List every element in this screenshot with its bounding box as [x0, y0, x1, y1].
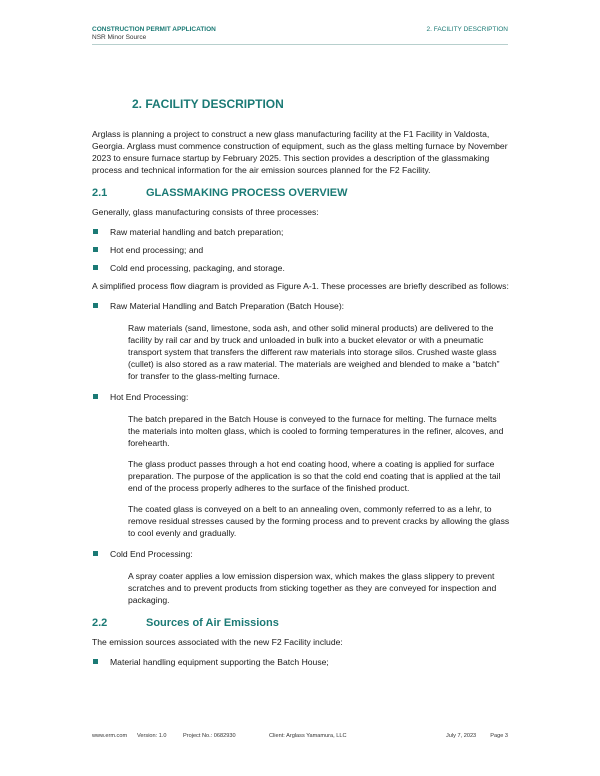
- hot-end-paragraph-2: The glass product passes through a hot end coating hood, where a coating is applied for surface preparation. The purpose of the application is so that the cold end coating that is applied at the tail end of the process properly adheres to the surface of the finished product.: [128, 459, 501, 493]
- list-item-text: Cold end processing, packaging, and storage.: [110, 263, 285, 273]
- list-item: [92, 244, 510, 256]
- processes-lead: Generally, glass manufacturing consists of three processes:: [92, 207, 319, 217]
- emission-sources-lead: The emission sources associated with the new F2 Facility include:: [92, 637, 343, 647]
- intro-paragraph: Arglass is planning a project to construct a new glass manufacturing facility at the F1 Facility in Valdosta, Georgia. Arglass must commence construction of equipment, such as the glass melting furnace by November 2023 to ensure furnace startup by February 2025. This section provides a description of the glassmaking process and technical information for the air emission sources planned for the F2 Facility.: [92, 129, 508, 175]
- square-bullet-icon: [93, 394, 98, 399]
- list-item-text: Hot end processing; and: [110, 245, 204, 255]
- list-item: [92, 262, 510, 274]
- process-list: [92, 226, 510, 274]
- header-section: 2. FACILITY DESCRIPTION: [426, 26, 508, 33]
- flow-diagram-paragraph: A simplified process flow diagram is provided as Figure A-1. These processes are briefly described as follows:: [92, 281, 509, 291]
- heading-2-1: [92, 186, 510, 200]
- square-bullet-icon: [93, 303, 98, 308]
- list-item: [92, 656, 510, 668]
- footer-site: www.erm.com: [92, 733, 128, 739]
- heading-2-2: [92, 616, 510, 630]
- description-list: [92, 300, 510, 606]
- square-bullet-icon: [93, 229, 98, 234]
- footer-date: July 7, 2023: [446, 733, 477, 739]
- batch-house-paragraph: Raw materials (sand, limestone, soda ash, and other solid mineral products) are delivered to the facility by rail car and by truck and unloaded in bulk into a bucket elevator or with a pneumatic transport system that transfers the different raw materials into storage silos. Crushed waste glass (cullet) is also stored as a raw material. The materials are weighed and blended to make a “batch” for transfer to the glass-melting furnace.: [128, 323, 500, 381]
- page-footer: [92, 733, 508, 741]
- list-item-text: Raw material handling and batch preparation;: [110, 227, 284, 237]
- cold-end-description: [128, 570, 510, 606]
- section-title: 2. FACILITY DESCRIPTION: [132, 97, 284, 111]
- hot-end-description: [128, 413, 510, 539]
- square-bullet-icon: [93, 551, 98, 556]
- hot-end-paragraph-1: The batch prepared in the Batch House is conveyed to the furnace for melting. The furnace melts the materials into molten glass, which is cooled to forming temperatures in the refiner, alcoves, and forehearth.: [128, 414, 504, 448]
- list-item: [92, 300, 510, 382]
- square-bullet-icon: [93, 247, 98, 252]
- footer-version: Version: 1.0: [137, 733, 167, 739]
- hot-end-label: Hot End Processing:: [110, 392, 189, 402]
- list-item: [92, 226, 510, 238]
- heading-2-2-number: 2.2: [92, 617, 108, 629]
- list-item-text: Material handling equipment supporting the Batch House;: [110, 657, 329, 667]
- square-bullet-icon: [93, 659, 98, 664]
- list-item: [92, 548, 510, 606]
- cold-end-label: Cold End Processing:: [110, 549, 193, 559]
- header-title: CONSTRUCTION PERMIT APPLICATION: [92, 26, 216, 33]
- cold-end-paragraph: A spray coater applies a low emission dispersion wax, which makes the glass slippery to prevent scratches and to prevent products from sticking together as they are conveyed for inspection and packaging.: [128, 571, 497, 605]
- heading-2-1-title: GLASSMAKING PROCESS OVERVIEW: [146, 187, 348, 199]
- emission-sources-list: [92, 656, 510, 668]
- footer-client: Client: Arglass Yamamura, LLC: [269, 733, 347, 739]
- header-subtitle: NSR Minor Source: [92, 34, 147, 41]
- batch-house-label: Raw Material Handling and Batch Preparation (Batch House):: [110, 301, 345, 311]
- heading-2-2-title: Sources of Air Emissions: [146, 617, 279, 629]
- list-item: [92, 391, 510, 539]
- header-left: [92, 26, 216, 42]
- footer-project: Project No.: 0682930: [183, 733, 236, 739]
- document-body: [92, 96, 510, 674]
- hot-end-paragraph-3: The coated glass is conveyed on a belt to an annealing oven, commonly referred to as a lehr, to remove residual stresses caused by the forming process and to prevent cracks by allowing the glass to cool evenly and gradually.: [128, 504, 510, 538]
- batch-house-description: [128, 322, 510, 382]
- square-bullet-icon: [93, 265, 98, 270]
- heading-2-1-number: 2.1: [92, 187, 108, 199]
- header-divider: [92, 44, 508, 45]
- footer-page: Page 3: [490, 733, 508, 739]
